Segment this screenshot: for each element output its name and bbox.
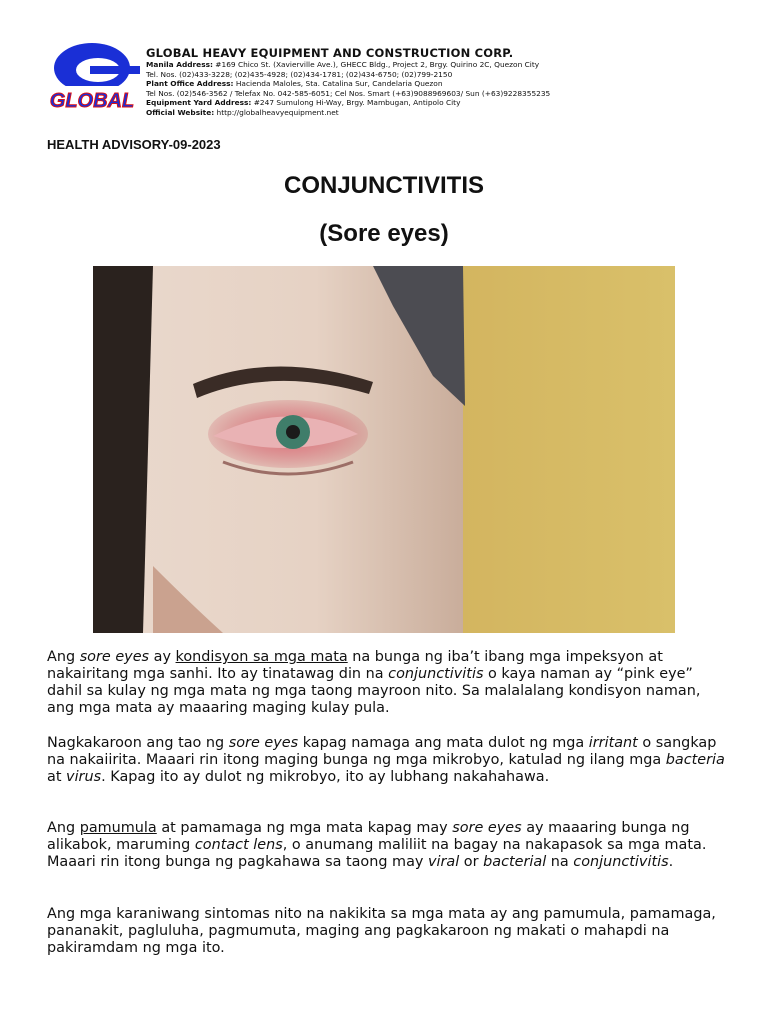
text-run: sore eyes (228, 735, 299, 751)
logo-text: GLOBAL (49, 90, 135, 112)
text-run: . Kapag ito ay dulot ng mikrobyo, ito ay lubhang nakahahawa. (101, 769, 550, 785)
text-run: virus (66, 769, 102, 785)
official-website: Official Website: http://globalheavyequipment.net (146, 107, 339, 117)
text-run: . (668, 854, 674, 870)
manila-tel: Tel. Nos. (02)433-3228; (02)435-4928; (02)434-1781; (02)434-6750; (02)799-2150 (146, 69, 453, 79)
text-run: ay (149, 649, 176, 665)
text-run: sore eyes (452, 820, 522, 836)
text-run: irritant (588, 735, 638, 751)
text-run: pamumula (79, 820, 157, 836)
letterhead-text (146, 46, 636, 118)
company-name: GLOBAL HEAVY EQUIPMENT AND CONSTRUCTION CORP. (146, 46, 514, 60)
text-run: or (459, 854, 484, 870)
plant-address: Plant Office Address: Hacienda Maloles, Sta. Catalina Sur, Candelaria Quezon (146, 79, 443, 89)
text-run: at pamamaga ng mga mata kapag may (156, 820, 453, 836)
text-run: Ang mga karaniwang sintomas nito na nakikita sa mga mata ay ang pamumula, pamamaga, pananakit, pagluluha, pagmumuta, maging ang pagkakaroon ng makati o mahapdi na pakiramdam ng mga ito. (47, 906, 716, 956)
text-run: Nagkakaroon ang tao ng (47, 735, 229, 751)
text-run: Ang (47, 649, 80, 665)
text-run: bacteria (665, 752, 725, 768)
text-run: viral (427, 854, 460, 870)
paragraph-definition (47, 649, 727, 717)
red-eye-photo (93, 266, 675, 633)
letterhead (46, 40, 636, 117)
document-subtitle: (Sore eyes) (319, 220, 449, 247)
text-run: conjunctivitis (388, 666, 484, 682)
text-run: o kaya naman ay “pink eye” dahil sa kulay ng mga mata ng mga taong mayroon nito. Sa malalalang kondisyon naman, ang mga mata ay maaaring maging kulay pula. (47, 666, 701, 716)
yard-address: Equipment Yard Address: #247 Sumulong Hi-Way, Brgy. Mambugan, Antipolo City (146, 98, 461, 108)
text-run: , o anumang maliliit na bagay na nakapasok sa mga mata. Maaari rin itong bunga ng pagkahawa sa taong may (47, 837, 707, 870)
advisory-number: HEALTH ADVISORY-09-2023 (47, 137, 221, 152)
paragraph-redness (47, 820, 727, 871)
text-run: kapag namaga ang mata dulot ng mga (298, 735, 589, 751)
plant-tel: Tel Nos. (02)546-3562 / Telefax No. 042-585-6051; Cel Nos. Smart (+63)9088969603/ Sun (+63)9228355235 (146, 88, 551, 98)
manila-address: Manila Address: #169 Chico St. (Xavierville Ave.), GHECC Bldg., Project 2, Brgy. Quirino 2C, Quezon City (146, 60, 540, 69)
text-run: na bunga ng iba’t ibang mga impeksyon at nakairitang mga sanhi. Ito ay tinatawag din na (47, 649, 663, 682)
company-logo (46, 40, 142, 114)
text-run: na (546, 854, 574, 870)
text-run: conjunctivitis (573, 854, 669, 870)
document-title: CONJUNCTIVITIS (283, 172, 484, 199)
text-run: bacterial (483, 854, 547, 870)
text-run: sore eyes (79, 649, 150, 665)
paragraph-symptoms (47, 906, 727, 957)
text-run: Ang (47, 820, 80, 836)
text-run: at (47, 769, 67, 785)
text-run: kondisyon sa mga mata (175, 649, 348, 665)
text-run: o sangkap na nakaiirita. Maaari rin itong maging bunga ng mga mikrobyo, katulad ng ilang mga (47, 735, 717, 768)
text-run: contact lens (194, 837, 283, 853)
text-run: ay maaaring bunga ng alikabok, maruming (47, 820, 690, 853)
paragraph-causes (47, 735, 727, 786)
